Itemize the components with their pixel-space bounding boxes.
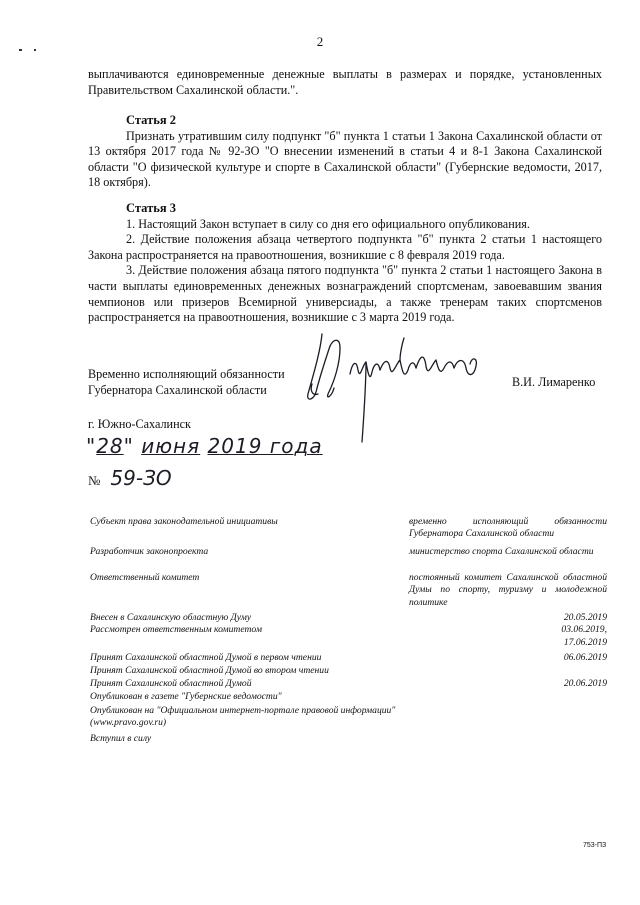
date-year: 2019 года xyxy=(207,434,323,458)
continuation-text: выплачиваются единовременные денежные выплаты в размерах и порядке, установленных Правительством Сахалинской области.". xyxy=(88,67,602,97)
developer-label: Разработчик законопроекта xyxy=(90,546,209,557)
date-close-quote: " xyxy=(123,434,134,458)
number-sign: № xyxy=(88,473,101,488)
published-portal-label: Опубликован на "Официальном интернет-портале правовой информации" (www.pravo.gov.ru) xyxy=(90,705,396,729)
date-day: 28 xyxy=(96,434,124,458)
law-number-value: 59-ЗО xyxy=(110,466,172,490)
article-3-item-3: 3. Действие положения абзаца пятого подпункта "б" пункта 2 статьи 1 настоящего Закона в части выплаты единовременных денежных вознаграждений спортсменам, завоевавшим звания чемпионов или призеров Всемирной универсиады, а также тренерам таких спортсменов распространяется на правоотношения, возникшие с 3 марта 2019 года. xyxy=(88,263,602,325)
law-number xyxy=(88,466,172,490)
continuation-paragraph xyxy=(88,67,602,98)
article-3-item-1: 1. Настоящий Закон вступает в силу со дня его официального опубликования. xyxy=(126,216,530,231)
article-3-heading: Статья 3 xyxy=(126,201,176,215)
subject-value: временно исполняющий обязанности Губернатора Сахалинской области xyxy=(409,516,607,540)
city: г. Южно-Сахалинск xyxy=(88,417,191,431)
signatory-position-line-2: Губернатора Сахалинской области xyxy=(88,382,267,397)
reviewed-date-2: 17.06.2019 xyxy=(563,637,607,648)
committee-label: Ответственный комитет xyxy=(90,572,200,583)
footer-code: 753-ПЗ xyxy=(583,842,607,849)
second-reading-label: Принят Сахалинской областной Думой во втором чтении xyxy=(90,665,329,676)
published-gazette-label: Опубликован в газете "Губернские ведомости" xyxy=(90,691,282,702)
signatory-name: В.И. Лимаренко xyxy=(512,375,596,389)
article-2-heading: Статья 2 xyxy=(126,113,176,127)
first-reading-label: Принят Сахалинской областной Думой в первом чтении xyxy=(90,652,322,663)
first-reading-date: 06.06.2019 xyxy=(563,652,607,663)
article-3 xyxy=(88,201,602,326)
submitted-label: Внесен в Сахалинскую областную Думу xyxy=(90,612,252,623)
article-2-text: Признать утратившим силу подпункт "б" пункта 1 статьи 1 Закона Сахалинской области от 13 октября 2017 года № 92-ЗО "О внесении изменений в статьи 4 и 8-1 Закона Сахалинской области "О физической культуре и спорте в Сахалинской области" (Губернские ведомости, 2017, 18 октября). xyxy=(88,128,602,190)
date-month: июня xyxy=(141,434,201,458)
handwritten-signature xyxy=(300,324,500,444)
signatory-position xyxy=(88,367,285,398)
in-force-label: Вступил в силу xyxy=(90,733,152,744)
date-open-quote: " xyxy=(86,434,97,458)
adopted-label: Принят Сахалинской областной Думой xyxy=(90,678,252,689)
submitted-date: 20.05.2019 xyxy=(563,612,607,623)
adopted-date: 20.06.2019 xyxy=(563,678,607,689)
committee-value: постоянный комитет Сахалинской областной Думы по спорту, туризму и молодежной политике xyxy=(409,572,607,608)
reviewed-date-1: 03.06.2019, xyxy=(561,624,607,635)
signing-date xyxy=(86,434,323,458)
subject-label: Субъект права законодательной инициативы xyxy=(90,516,278,527)
article-2 xyxy=(88,113,602,191)
reviewed-label: Рассмотрен ответственным комитетом xyxy=(90,624,262,635)
developer-value: министерство спорта Сахалинской области xyxy=(409,546,594,557)
signatory-position-line-1: Временно исполняющий обязанности xyxy=(88,367,285,381)
article-3-item-2: 2. Действие положения абзаца четвертого подпункта "б" пункта 2 статьи 1 настоящего Закона распространяется на правоотношения, возникшие с 8 февраля 2019 года. xyxy=(88,232,602,262)
page-number: 2 xyxy=(316,34,324,49)
